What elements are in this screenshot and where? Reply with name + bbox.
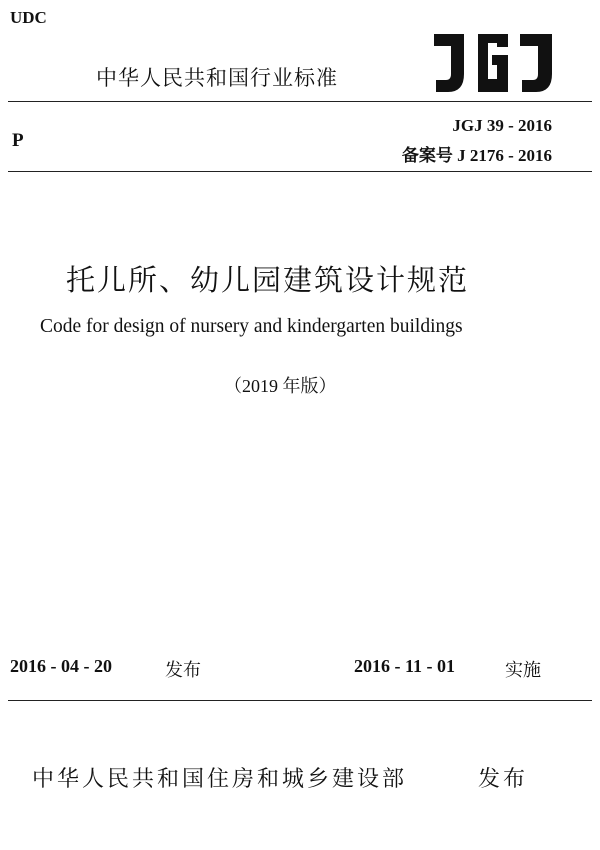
publish-label: 发布 [478,767,529,792]
jgj-logo [428,30,558,96]
edition-label: （2019 年版） [224,376,337,396]
issue-date: 2016 - 04 - 20 [10,656,112,676]
classification-label: P [12,130,24,151]
bottom-divider [8,700,592,701]
document-title-chinese: 托儿所、幼儿园建筑设计规范 [66,263,470,297]
record-number: 备案号 J 2176 - 2016 [401,146,552,165]
middle-divider [8,171,592,172]
issue-label: 发布 [165,660,201,681]
udc-label: UDC [10,8,47,27]
publisher-name: 中华人民共和国住房和城乡建设部 [32,767,408,792]
implementation-label: 实施 [505,660,541,681]
implementation-date: 2016 - 11 - 01 [354,656,455,676]
top-divider [8,101,592,102]
standard-code: JGJ 39 - 2016 [452,116,552,135]
standard-type: 中华人民共和国行业标准 [96,66,338,90]
document-title-english: Code for design of nursery and kindergarten buildings [40,316,463,337]
